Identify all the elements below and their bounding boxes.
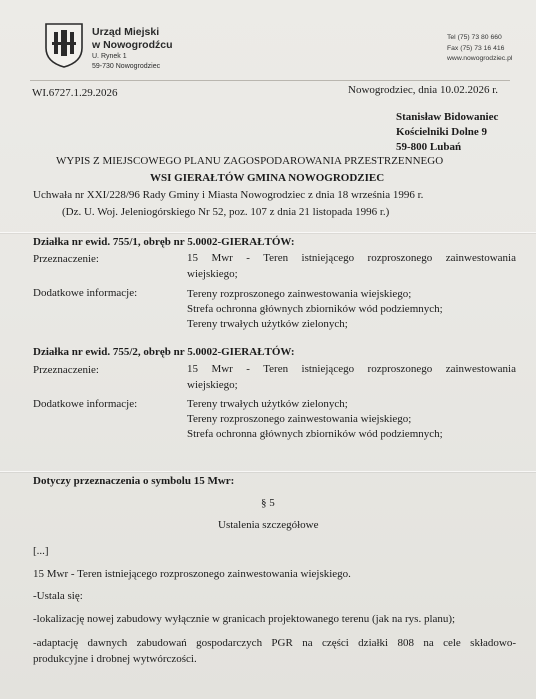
office-line1: Urząd Miejski	[92, 26, 160, 38]
resolution-reference: Uchwała nr XXI/228/96 Rady Gminy i Miasta Nowogrodziec z dnia 18 września 1996 r.	[33, 189, 424, 201]
info-item: Tereny rozproszonego zainwestowania wiejskiego;	[187, 413, 412, 425]
place-date: Nowogrodziec, dnia 10.02.2026 r.	[348, 84, 498, 96]
document-title: WYPIS Z MIEJSCOWEGO PLANU ZAGOSPODAROWANIA PRZESTRZENNEGO	[56, 155, 444, 167]
parcel-heading: Działka nr ewid. 755/1, obręb nr 5.0002-GIERAŁTÓW:	[33, 236, 295, 248]
info-item: Strefa ochronna głównych zbiorników wód podziemnych;	[187, 303, 443, 315]
body-line: -lokalizację nowej zabudowy wyłącznie w granicach projektowanego terenu (jak na rys. planu);	[33, 613, 456, 625]
office-contact	[447, 33, 512, 65]
paper-fold	[0, 232, 536, 233]
info-item: Strefa ochronna głównych zbiorników wód podziemnych;	[187, 428, 443, 440]
symbol-heading: Dotyczy przeznaczenia o symbolu 15 Mwr:	[33, 475, 235, 487]
document-subtitle: WSI GIERAŁTÓW GMINA NOWOGRODZIEC	[150, 172, 385, 184]
office-line2: w Nowogrodźcu	[92, 39, 173, 51]
purpose-value: 15 Mwr - Teren istniejącego rozproszonego zainwestowania	[187, 252, 516, 264]
body-line: -Ustala się:	[33, 590, 83, 602]
body-line: 15 Mwr - Teren istniejącego rozproszonego zainwestowania wiejskiego.	[33, 568, 351, 580]
section-title: Ustalenia szczegółowe	[218, 519, 319, 531]
header-divider	[30, 80, 510, 81]
reference-number: WI.6727.1.29.2026	[32, 87, 118, 99]
section-mark: § 5	[261, 497, 275, 509]
purpose-value-cont: wiejskiego;	[187, 379, 238, 391]
coat-of-arms-icon	[44, 22, 84, 68]
website-link[interactable]: www.nowogrodziec.pl	[447, 55, 513, 62]
purpose-label: Przeznaczenie:	[33, 253, 99, 265]
office-address: U. Rynek 1	[92, 53, 127, 60]
fax-number: Fax (75) 73 16 416	[447, 44, 505, 52]
recipient-city: 59-800 Lubań	[396, 141, 462, 153]
office-postcode: 59-730 Nowogrodziec	[92, 63, 161, 70]
office-name	[92, 26, 173, 72]
paper-fold	[0, 471, 536, 472]
info-label: Dodatkowe informacje:	[33, 287, 138, 299]
recipient-name: Stanisław Bidowaniec	[396, 111, 499, 123]
gazette-reference: (Dz. U. Woj. Jeleniogórskiego Nr 52, poz. 107 z dnia 21 listopada 1996 r.)	[62, 206, 390, 218]
recipient-street: Kościelniki Dolne 9	[396, 126, 488, 138]
purpose-label: Przeznaczenie:	[33, 364, 99, 376]
phone-number: Tel (75) 73 80 660	[447, 34, 502, 41]
info-item: Tereny rozproszonego zainwestowania wiejskiego;	[187, 288, 412, 300]
parcel-heading: Działka nr ewid. 755/2, obręb nr 5.0002-GIERAŁTÓW:	[33, 346, 295, 358]
info-label: Dodatkowe informacje:	[33, 398, 138, 410]
ellipsis: [...]	[33, 545, 49, 557]
body-line: -adaptację dawnych zabudowań gospodarczych PGR na części działki 808 na cele składowo-	[33, 637, 516, 649]
info-item: Tereny trwałych użytków zielonych;	[187, 398, 348, 410]
purpose-value-cont: wiejskiego;	[187, 268, 238, 280]
purpose-value: 15 Mwr - Teren istniejącego rozproszonego zainwestowania	[187, 363, 516, 375]
info-item: Tereny trwałych użytków zielonych;	[187, 318, 348, 330]
body-line: produkcyjne i drobnej wytwórczości.	[33, 653, 197, 665]
